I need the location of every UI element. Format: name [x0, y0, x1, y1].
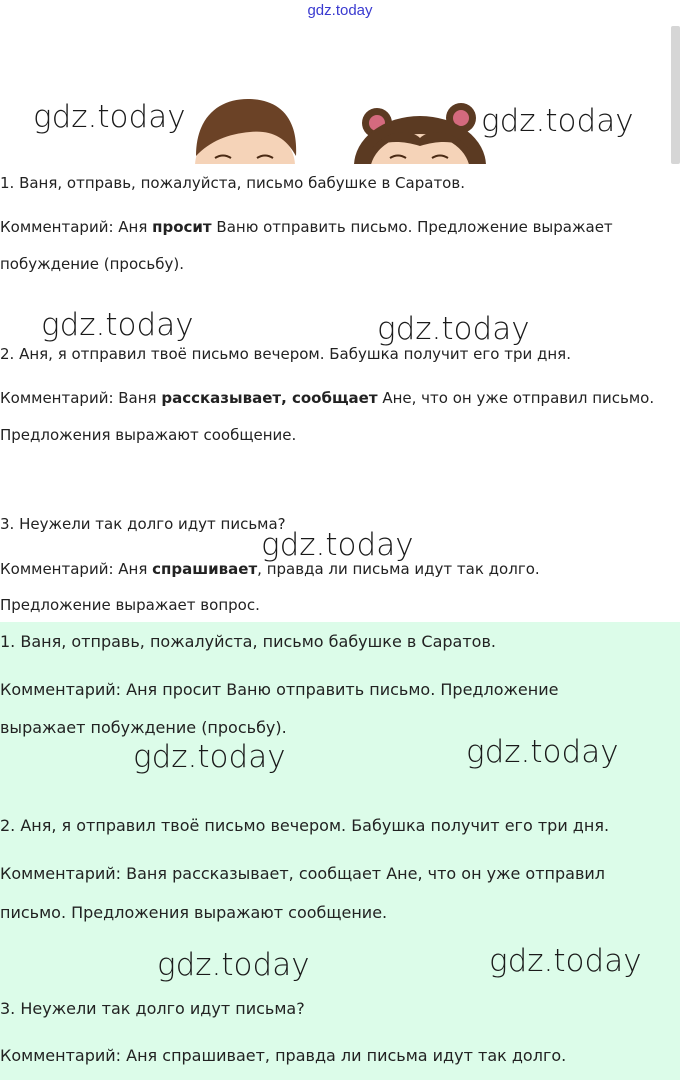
watermark: gdz.today	[41, 307, 194, 343]
watermark: gdz.today	[33, 99, 186, 135]
answer-comment-2-line-1: Комментарий: Ваня рассказывает, сообщает Ане, что он уже отправил	[0, 864, 606, 883]
question-1: 1. Ваня, отправь, пожалуйста, письмо бабушке в Саратов.	[0, 174, 465, 192]
question-3: 3. Неужели так долго идут письма?	[0, 515, 286, 533]
comment-1-line-2: побуждение (просьбу).	[0, 255, 184, 273]
answer-comment-2-line-2: письмо. Предложения выражают сообщение.	[0, 903, 388, 922]
watermark: gdz.today	[157, 947, 310, 983]
comment-2-line-1: Комментарий: Ваня рассказывает, сообщает Ане, что он уже отправил письмо.	[0, 389, 655, 407]
answer-comment-1-line-2: выражает побуждение (просьбу).	[0, 718, 287, 737]
watermark: gdz.today	[466, 734, 619, 770]
comment-1-line-1: Комментарий: Аня просит Ваню отправить письмо. Предложение выражает	[0, 218, 613, 236]
answer-question-1: 1. Ваня, отправь, пожалуйста, письмо бабушке в Саратов.	[0, 632, 496, 651]
comment-3-line-1: Комментарий: Аня спрашивает, правда ли письма идут так долго.	[0, 560, 540, 578]
watermark: gdz.today	[133, 739, 286, 775]
answer-comment-3-line-1: Комментарий: Аня спрашивает, правда ли письма идут так долго.	[0, 1046, 567, 1065]
comment-2-line-2: Предложения выражают сообщение.	[0, 426, 297, 444]
question-2: 2. Аня, я отправил твоё письмо вечером. Бабушка получит его три дня.	[0, 345, 571, 363]
girl-head-icon	[354, 103, 486, 164]
watermark: gdz.today	[377, 311, 530, 347]
watermark: gdz.today	[261, 527, 414, 563]
answer-question-3: 3. Неужели так долго идут письма?	[0, 999, 305, 1018]
watermark: gdz.today	[481, 103, 634, 139]
site-link[interactable]: gdz.today	[307, 2, 373, 19]
watermark: gdz.today	[489, 943, 642, 979]
answer-question-2: 2. Аня, я отправил твоё письмо вечером. Бабушка получит его три дня.	[0, 816, 610, 835]
boy-head-icon	[195, 99, 296, 164]
comment-3-line-2: Предложение выражает вопрос.	[0, 596, 260, 614]
answer-comment-1-line-1: Комментарий: Аня просит Ваню отправить письмо. Предложение	[0, 680, 559, 699]
